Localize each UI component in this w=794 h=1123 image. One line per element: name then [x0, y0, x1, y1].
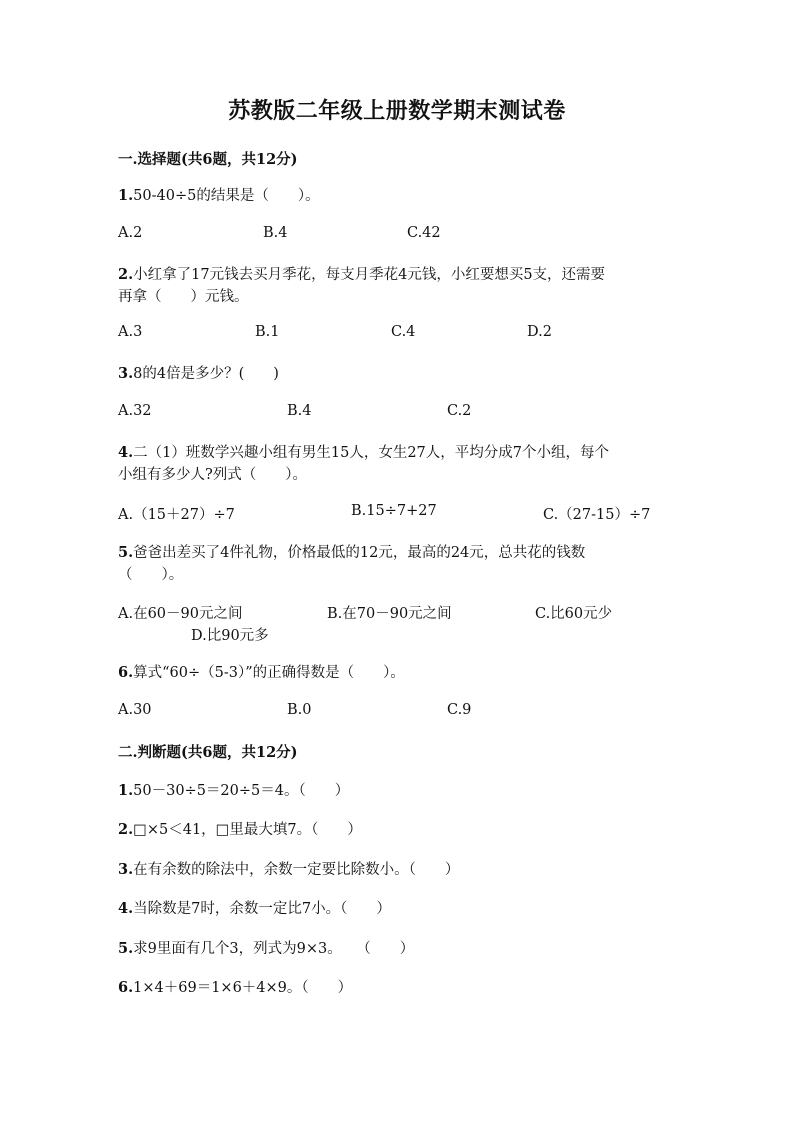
- question-4: [118, 442, 678, 486]
- question-number: 4.: [118, 900, 134, 917]
- judgement-4: [118, 898, 678, 920]
- section-heading-judgement: 二.判断题(共6题，共12分): [118, 744, 298, 761]
- question-number: 3.: [118, 365, 134, 382]
- question-text-line2: 小组有多少人?列式（ ）。: [118, 467, 308, 483]
- option-a[interactable]: A.3: [118, 324, 143, 340]
- question-3: [118, 363, 678, 385]
- option-b[interactable]: B.在70－90元之间: [327, 606, 452, 622]
- option-a[interactable]: A.32: [118, 403, 152, 419]
- judgement-3: [118, 859, 678, 881]
- section-heading-choice: 一.选择题(共6题，共12分): [118, 151, 298, 168]
- question-text: 算式“60÷（5-3）”的正确得数是（ ）。: [133, 665, 405, 681]
- question-number: 4.: [118, 444, 134, 461]
- judgement-2: [118, 819, 678, 841]
- options-q5: [118, 602, 698, 646]
- question-text: 求9里面有几个3，列式为9×3。 （ ）: [133, 941, 415, 957]
- question-text-line1: 小红拿了17元钱去买月季花，每支月季花4元钱，小红要想买5支，还需要: [133, 267, 606, 283]
- option-c[interactable]: C.4: [391, 324, 416, 340]
- options-q6: [118, 702, 698, 724]
- option-b[interactable]: B.4: [263, 225, 288, 241]
- judgement-6: [118, 977, 678, 999]
- judgement-1: [118, 780, 678, 802]
- options-q1: [118, 225, 698, 247]
- question-number: 6.: [118, 979, 134, 996]
- question-2: [118, 264, 678, 308]
- question-number: 2.: [118, 821, 134, 838]
- option-a[interactable]: A.在60－90元之间: [118, 606, 243, 622]
- option-c[interactable]: C.9: [447, 702, 472, 718]
- option-d[interactable]: D.比90元多: [191, 628, 269, 644]
- question-text: 50－30÷5＝20÷5＝4。（ ）: [133, 783, 350, 799]
- options-q3: [118, 403, 698, 425]
- question-text: 在有余数的除法中，余数一定要比除数小。（ ）: [133, 862, 460, 878]
- question-number: 5.: [118, 940, 134, 957]
- question-text-line1: 二（1）班数学兴趣小组有男生15人，女生27人，平均分成7个小组，每个: [133, 445, 609, 461]
- option-d[interactable]: D.2: [527, 324, 552, 340]
- option-c[interactable]: C.2: [447, 403, 472, 419]
- question-text: 8的4倍是多少？( ): [133, 366, 279, 382]
- options-q4: [118, 503, 698, 525]
- option-a[interactable]: A.2: [118, 225, 143, 241]
- options-q2: [118, 324, 698, 346]
- option-c[interactable]: C.（27-15）÷7: [543, 507, 651, 523]
- option-b[interactable]: B.0: [287, 702, 312, 718]
- question-number: 5.: [118, 544, 134, 561]
- question-1: [118, 185, 678, 207]
- option-a[interactable]: A.（15＋27）÷7: [118, 507, 235, 523]
- option-b[interactable]: B.1: [255, 324, 280, 340]
- judgement-5: [118, 938, 678, 960]
- option-b[interactable]: B.15÷7+27: [351, 503, 437, 519]
- question-text-line2: （ ）。: [118, 567, 184, 583]
- option-a[interactable]: A.30: [118, 702, 152, 718]
- question-6: [118, 662, 678, 684]
- question-number: 2.: [118, 266, 134, 283]
- question-number: 1.: [118, 187, 134, 204]
- question-text-line1: 爸爸出差买了4件礼物，价格最低的12元，最高的24元，总共花的钱数: [133, 545, 586, 561]
- question-number: 1.: [118, 782, 134, 799]
- question-text-line2: 再拿（ ）元钱。: [118, 289, 249, 305]
- option-c[interactable]: C.比60元少: [535, 606, 613, 622]
- question-number: 3.: [118, 861, 134, 878]
- question-text: □×5＜41，□里最大填7。（ ）: [133, 822, 362, 838]
- option-b[interactable]: B.4: [287, 403, 312, 419]
- option-c[interactable]: C.42: [407, 225, 441, 241]
- question-text: 当除数是7时，余数一定比7小。（ ）: [133, 901, 391, 917]
- question-text: 1×4＋69＝1×6＋4×9。（ ）: [133, 980, 353, 996]
- question-number: 6.: [118, 664, 134, 681]
- page-title: 苏教版二年级上册数学期末测试卷: [228, 98, 566, 124]
- question-5: [118, 542, 678, 586]
- question-text: 50-40÷5的结果是（ ）。: [133, 188, 320, 204]
